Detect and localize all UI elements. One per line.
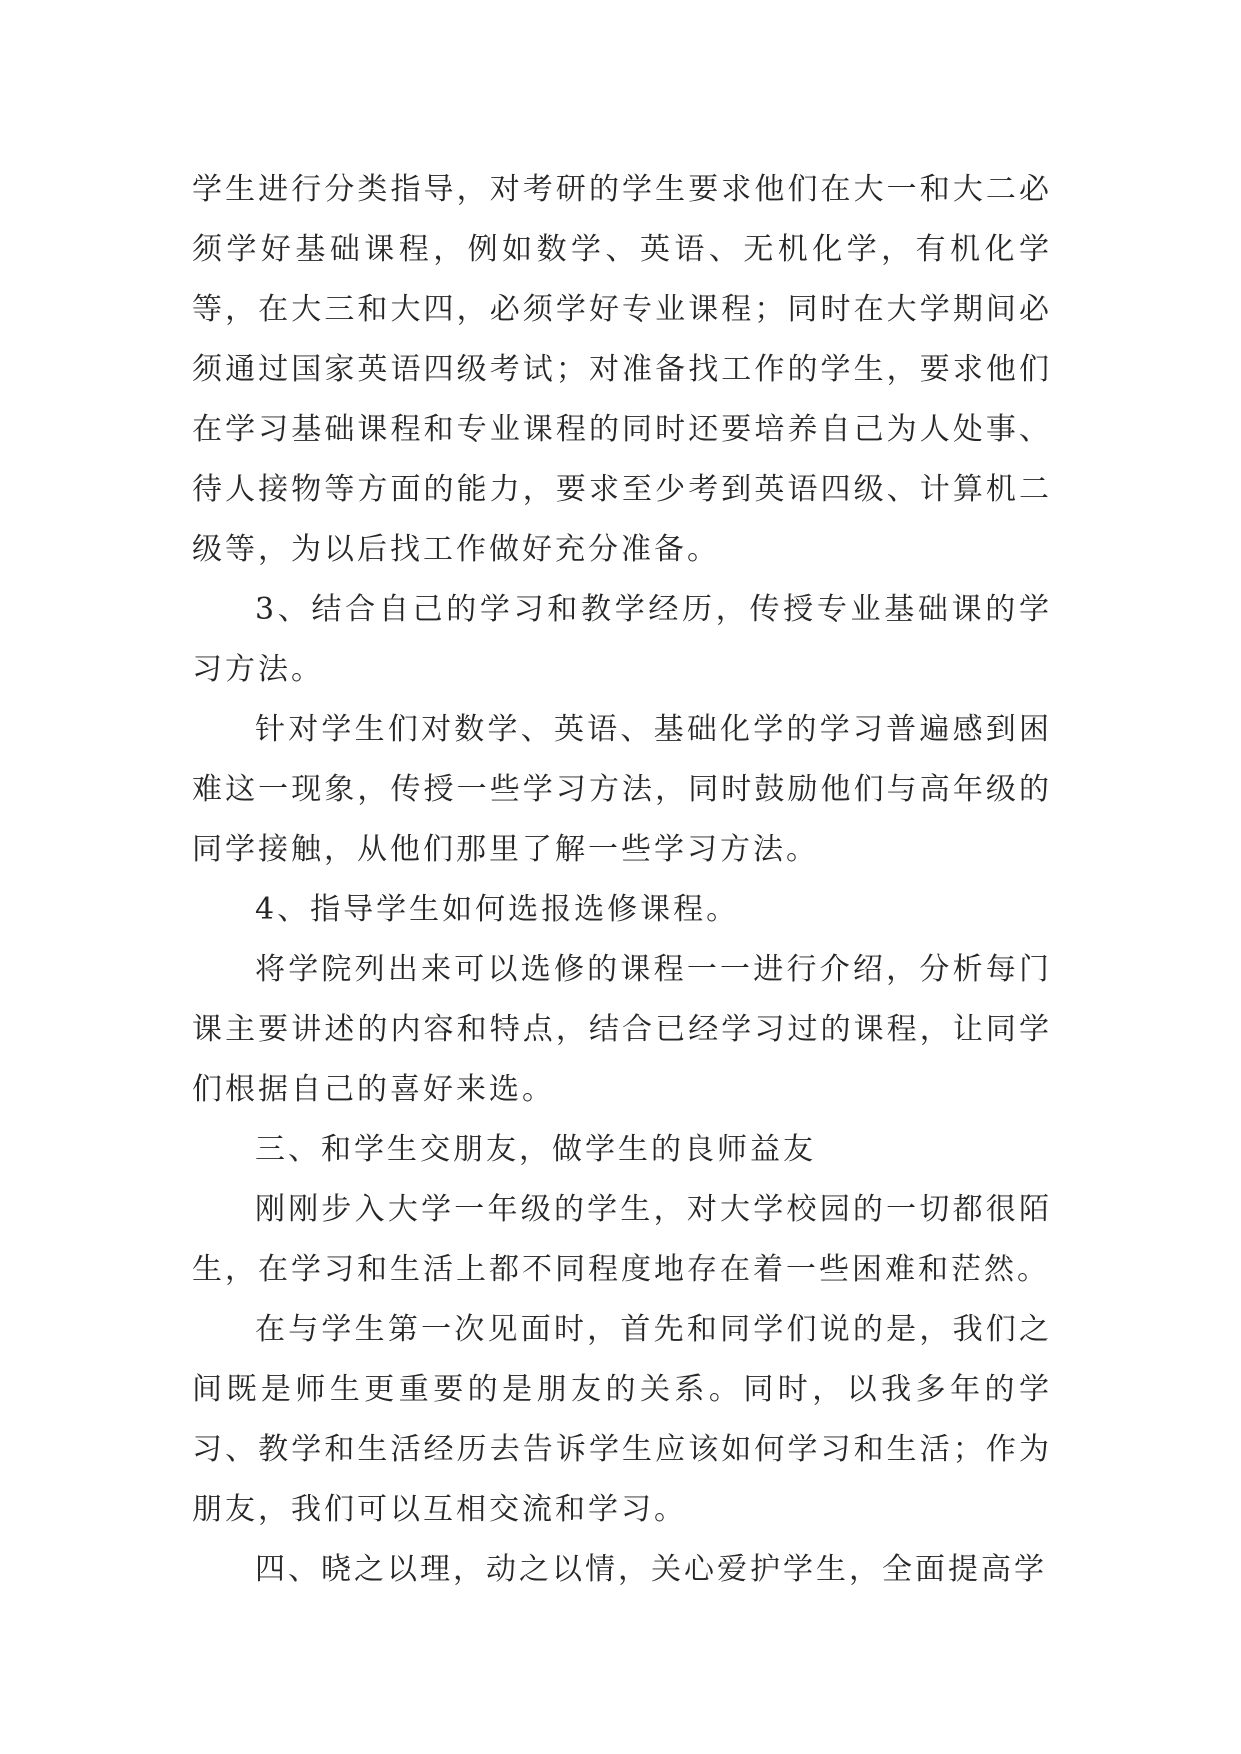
section-heading: 四、晓之以理，动之以情，关心爱护学生，全面提高学	[255, 1552, 1047, 1587]
paragraph: 针对学生们对数学、英语、基础化学的学习普遍感到困难这一现象，传授一些学习方法，同时鼓励他们与高年级的同学接触，从他们那里了解一些学习方法。	[192, 712, 1052, 867]
paragraph: 4、指导学生如何选报选修课程。	[255, 892, 740, 927]
paragraph: 学生进行分类指导，对考研的学生要求他们在大一和大二必须学好基础课程，例如数学、英语、无机化学，有机化学等，在大三和大四，必须学好专业课程；同时在大学期间必须通过国家英语四级考试；对准备找工作的学生，要求他们在学习基础课程和专业课程的同时还要培养自己为人处事、待人接物等方面的能力，要求至少考到英语四级、计算机二级等，为以后找工作做好充分准备。	[192, 172, 1052, 567]
paragraph: 将学院列出来可以选修的课程一一进行介绍，分析每门课主要讲述的内容和特点，结合已经学习过的课程，让同学们根据自己的喜好来选。	[192, 952, 1052, 1107]
paragraph: 刚刚步入大学一年级的学生，对大学校园的一切都很陌生，在学习和生活上都不同程度地存在着一些困难和茫然。	[192, 1192, 1052, 1287]
section-heading: 三、和学生交朋友，做学生的良师益友	[255, 1132, 816, 1167]
paragraph: 3、结合自己的学习和教学经历，传授专业基础课的学习方法。	[192, 592, 1052, 687]
body-text	[192, 160, 1052, 1600]
paragraph: 在与学生第一次见面时，首先和同学们说的是，我们之间既是师生更重要的是朋友的关系。同时，以我多年的学习、教学和生活经历去告诉学生应该如何学习和生活；作为朋友，我们可以互相交流和学习。	[192, 1312, 1052, 1527]
